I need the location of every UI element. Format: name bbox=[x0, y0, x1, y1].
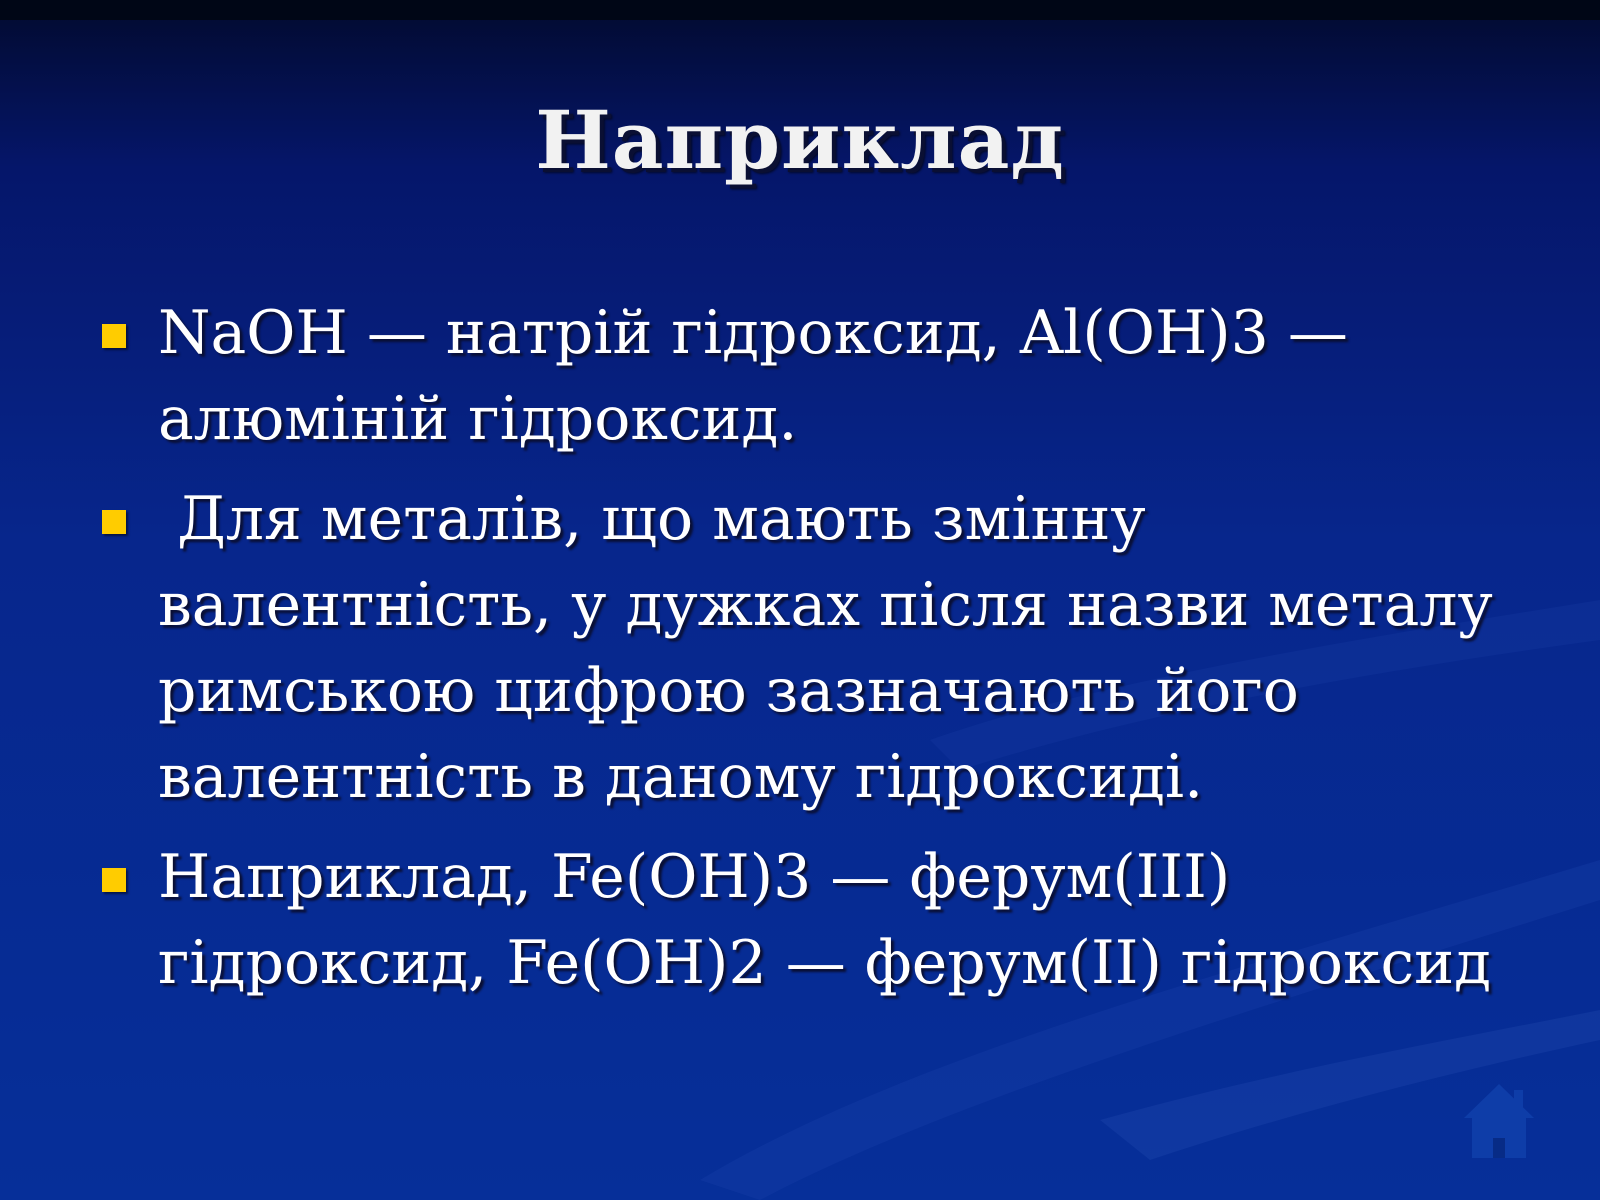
home-button[interactable] bbox=[1462, 1080, 1536, 1160]
top-edge bbox=[0, 0, 1600, 20]
bullet-text: NaOH — натрій гідроксид, Al(OH)3 — алюміній гідроксид. bbox=[158, 298, 1348, 454]
bullet-text: Наприклад, Fe(OH)3 — ферум(III) гідроксид, Fe(OH)2 — ферум(II) гідроксид bbox=[158, 842, 1492, 998]
bullet-item bbox=[100, 476, 1540, 820]
home-icon bbox=[1462, 1080, 1536, 1160]
bullet-square-icon bbox=[102, 510, 126, 534]
slide-title: Наприклад bbox=[535, 93, 1065, 187]
bullet-list bbox=[100, 290, 1540, 1020]
bullet-item bbox=[100, 834, 1540, 1006]
bullet-text: Для металів, що мають змінну валентність, у дужках після назви металу римською цифрою зазначають його валентність в даному гідроксиді. bbox=[158, 484, 1512, 812]
bullet-square-icon bbox=[102, 868, 126, 892]
bullet-square-icon bbox=[102, 324, 126, 348]
bullet-item bbox=[100, 290, 1540, 462]
